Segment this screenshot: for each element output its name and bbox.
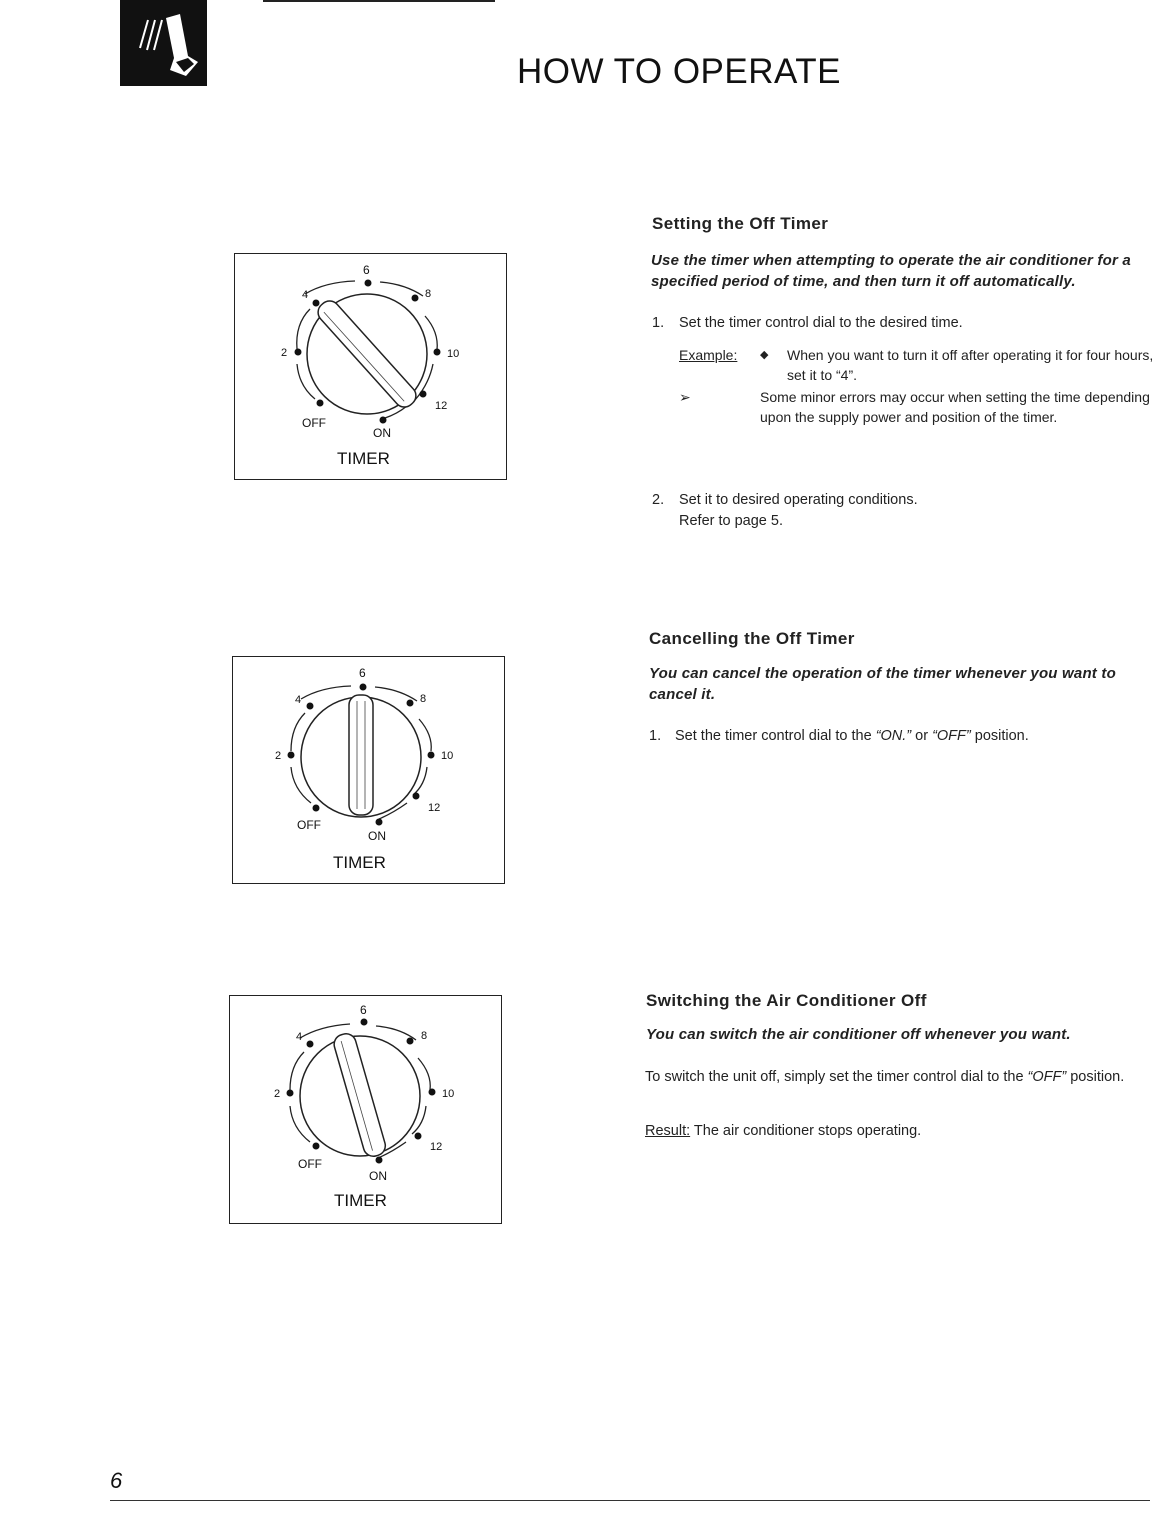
dial-mark-2: 2: [281, 347, 288, 359]
section-heading-setting-off-timer: Setting the Off Timer: [652, 214, 829, 233]
result-text: The air conditioner stops operating.: [690, 1123, 922, 1139]
dial-mark-2: 2: [274, 1088, 281, 1100]
timer-dial-figure-1: [234, 253, 507, 480]
dial-mark-10: 10: [442, 1088, 455, 1100]
dial-mark-off: OFF: [298, 1157, 322, 1171]
footer-rule: [110, 1500, 1150, 1501]
dial-mark-4: 4: [295, 694, 302, 706]
dial-mark-12: 12: [430, 1141, 443, 1153]
step-number: 1.: [652, 315, 665, 331]
section-intro: You can switch the air conditioner off whenever you want.: [646, 1026, 1071, 1043]
dial-mark-12: 12: [428, 802, 441, 814]
hand-pointer-icon: [120, 0, 207, 86]
dial-mark-off: OFF: [302, 416, 326, 430]
dial-caption: TIMER: [333, 853, 386, 872]
timer-dial-figure-2: [232, 656, 505, 884]
dial-mark-2: 2: [275, 750, 282, 762]
dial-mark-8: 8: [420, 693, 427, 705]
body-text-end: position.: [1066, 1069, 1125, 1085]
dial-mark-10: 10: [441, 750, 454, 762]
dial-mark-4: 4: [302, 289, 309, 301]
result-label: Result:: [645, 1123, 691, 1139]
body-text-start: To switch the unit off, simply set the timer control dial to the: [645, 1069, 1028, 1085]
step-text: [675, 726, 1159, 747]
dial-mark-on: ON: [373, 426, 391, 440]
dial-caption: TIMER: [337, 449, 390, 468]
step-reference: Refer to page 5.: [679, 513, 783, 529]
page-number: 6: [110, 1468, 123, 1493]
dial-mark-8: 8: [425, 288, 432, 300]
section-heading-switching-off: Switching the Air Conditioner Off: [646, 991, 927, 1010]
dial-mark-6: 6: [359, 666, 366, 680]
dial-mark-on: ON: [369, 1169, 387, 1183]
note-arrow-icon: ➢: [679, 389, 691, 405]
dial-mark-12: 12: [435, 400, 448, 412]
header-rule: [263, 0, 495, 2]
dial-mark-8: 8: [421, 1030, 428, 1042]
timer-dial-figure-3: [229, 995, 502, 1224]
step-text-start: Set the timer control dial to the: [675, 728, 876, 744]
section-intro: Use the timer when attempting to operate the air conditioner for a specified period of time, and then turn it off automatically.: [651, 252, 1131, 290]
diamond-bullet-icon: ◆: [760, 349, 769, 361]
dial-mark-10: 10: [447, 348, 460, 360]
step-number: 2.: [652, 492, 665, 508]
step-text-end: position.: [970, 728, 1029, 744]
dial-mark-off: OFF: [297, 818, 321, 832]
example-label: Example:: [679, 347, 738, 363]
dial-mark-on: ON: [368, 829, 386, 843]
section-heading-cancelling-off-timer: Cancelling the Off Timer: [649, 629, 855, 648]
step-text: Set it to desired operating conditions.: [679, 492, 918, 508]
dial-caption: TIMER: [334, 1191, 387, 1210]
dial-mark-6: 6: [363, 263, 370, 277]
section-intro: You can cancel the operation of the timer whenever you want to cancel it.: [649, 665, 1116, 703]
off-position-label: “OFF”: [1027, 1069, 1067, 1085]
off-position-label: “OFF”: [932, 728, 971, 744]
example-text: When you want to turn it off after operating it for four hours, set it to “4”.: [787, 347, 1154, 383]
on-position-label: “ON.”: [875, 728, 912, 744]
page-title: HOW TO OPERATE: [517, 52, 841, 91]
step-text-or: or: [911, 728, 933, 744]
body-paragraph: [645, 1067, 1157, 1088]
note-text: Some minor errors may occur when setting the time depending upon the supply power and position of the timer.: [760, 389, 1150, 425]
result-line: [645, 1121, 1157, 1142]
dial-mark-6: 6: [360, 1003, 367, 1017]
step-text: Set the timer control dial to the desired time.: [679, 315, 963, 331]
step-number: 1.: [649, 728, 662, 744]
dial-mark-4: 4: [296, 1031, 303, 1043]
